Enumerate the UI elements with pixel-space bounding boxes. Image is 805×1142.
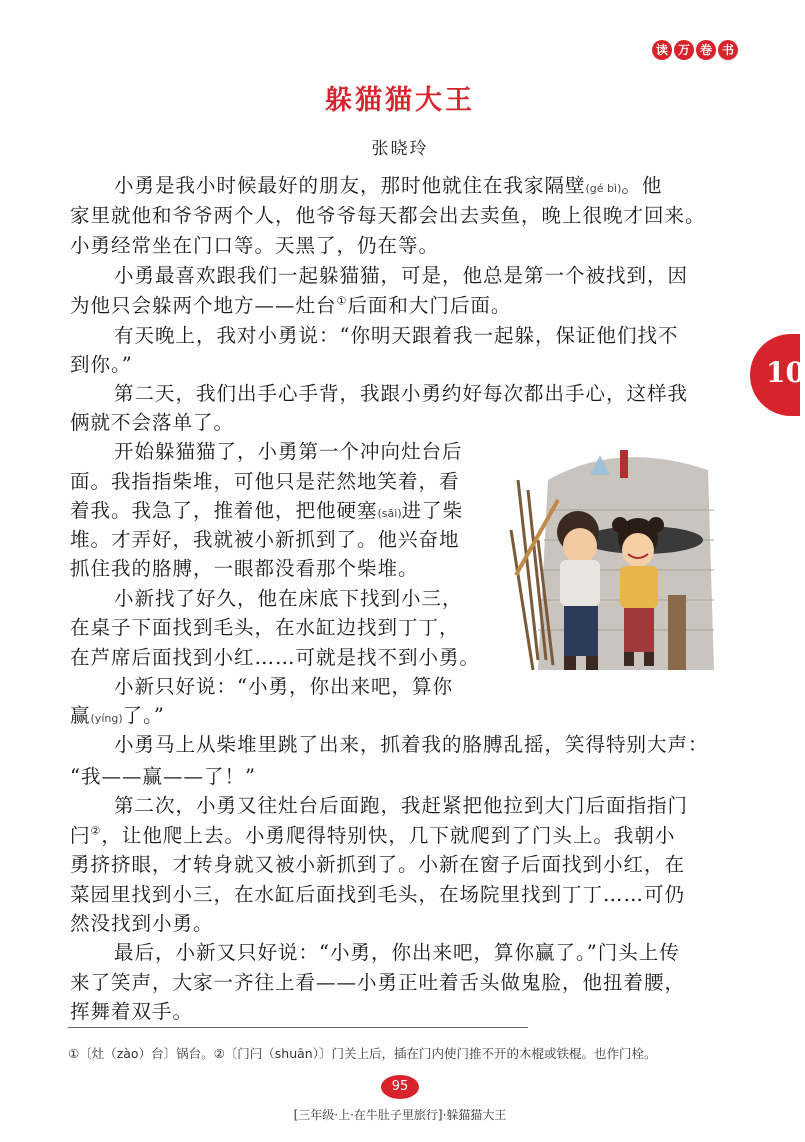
lesson-number-tab [750,334,805,416]
footnote-divider [68,1027,528,1028]
text-segment: 在芦席后面找到小红……可就是找不到小勇。 [70,646,481,669]
text-line [114,436,463,464]
footnote-marker: ② [90,824,102,838]
author: 张晓玲 [371,139,429,159]
text-segment: 到你。” [70,353,133,376]
text-line [70,761,256,789]
text-segment: 小勇马上从柴堆里跳了出来，抓着我的胳膊乱摇，笑得特别大声： [114,733,709,756]
badge-char: 卷 [696,40,716,60]
text-segment: 闩 [70,824,91,847]
text-line [70,700,165,728]
text-line [70,230,439,258]
footnotes: ①〔灶（zào）台〕锅台。②〔门闩（shuān）〕门关上后，插在门内使门推不开的木棍或铁棍。也作门栓。 [68,1046,657,1061]
footnote-marker: ① [336,294,348,308]
text-line [70,349,133,377]
page-number: 95 [381,1075,419,1099]
text-segment: 赢 [70,704,91,727]
text-segment: 进了柴 [401,499,464,522]
text-line [70,524,460,552]
text-line [114,583,463,611]
text-line [70,967,685,995]
text-segment: 然没找到小勇。 [70,912,214,935]
pinyin-annotation: (gé bì) [585,182,622,195]
series-badge [652,40,738,60]
text-line [114,671,453,699]
text-line [70,908,214,936]
text-segment: 在桌子下面找到毛头，在水缸边找到丁丁， [70,616,460,639]
text-segment: 小新找了好久，他在床底下找到小三， [114,587,463,610]
text-line [114,729,709,757]
lesson-number: 10 [766,356,805,389]
text-segment: 俩就不会落单了。 [70,411,235,434]
text-segment: 了。” [122,704,165,727]
text-segment: 着我。我急了，推着他，把他硬塞 [70,499,378,522]
text-segment: 小勇是我小时候最好的朋友，那时他就住在我家隔壁 [114,174,586,197]
text-line [114,790,688,818]
text-line [114,378,688,406]
text-segment: 。他 [621,174,663,197]
text-segment: 最后，小新又只好说：“小勇，你出来吧，算你赢了。”门头上传 [114,941,680,964]
text-segment: 来了笑声，大家一齐往上看——小勇正吐着舌头做鬼脸，他扭着腰， [70,971,686,994]
text-segment: 有天晚上，我对小勇说：“你明天跟着我一起躲，保证他们找不 [114,324,679,347]
text-line [114,260,688,288]
text-segment: 挥舞着双手。 [70,1000,194,1023]
text-segment: “我——赢——了！” [70,765,256,788]
text-segment: 小新只好说：“小勇，你出来吧，算你 [114,675,453,698]
text-line [70,466,460,494]
text-segment: 开始躲猫猫了，小勇第一个冲向灶台后 [114,440,463,463]
text-line [70,996,193,1024]
text-segment: 小勇最喜欢跟我们一起躲猫猫，可是，他总是第一个被找到，因 [114,264,689,287]
text-segment: 家里就他和爷爷两个人，他爷爷每天都会出去卖鱼，晚上很晚才回来。 [70,204,706,227]
text-line [70,553,419,581]
pinyin-annotation: (yíng) [90,712,123,725]
text-line [114,320,678,348]
text-segment: 堆。才弄好，我就被小新抓到了。他兴奋地 [70,528,460,551]
pinyin-annotation: (sāi) [377,507,402,520]
text-line [70,407,234,435]
text-segment: 第二次，小勇又往灶台后面跑，我赶紧把他拉到大门后面指指门 [114,794,689,817]
text-segment: 为他只会躲两个地方——灶台 [70,294,337,317]
text-segment: 抓住我的胳膊，一眼都没看那个柴堆。 [70,557,419,580]
text-segment: 菜园里找到小三，在水缸后面找到毛头，在场院里找到丁丁……可仍 [70,883,686,906]
text-line [70,612,460,640]
badge-char: 书 [718,40,738,60]
text-line [70,290,511,318]
badge-char: 万 [674,40,694,60]
text-line [70,200,706,228]
text-line [114,937,680,965]
text-line [70,849,685,877]
badge-char: 读 [652,40,672,60]
text-line [70,879,685,907]
text-segment: ，让他爬上去。小勇爬得特别快，几下就爬到了门头上。我朝小 [101,824,676,847]
story-illustration [508,420,734,698]
text-segment: 小勇经常坐在门口等。天黑了，仍在等。 [70,234,440,257]
text-segment: 勇挤挤眼，才转身就又被小新抓到了。小新在窗子后面找到小红，在 [70,853,686,876]
text-line [114,170,662,198]
text-segment: 第二天，我们出手心手背，我跟小勇约好每次都出手心，这样我 [114,382,689,405]
text-segment: 面。我指指柴堆，可他只是茫然地笑着，看 [70,470,460,493]
lesson-title: 躲猫猫大王 [325,85,475,116]
text-line [70,820,675,848]
text-line [70,495,463,523]
text-line [70,642,480,670]
text-segment: 后面和大门后面。 [347,294,512,317]
page-footer: [三年级·上·在牛肚子里旅行]·躲猫猫大王 [293,1108,507,1122]
